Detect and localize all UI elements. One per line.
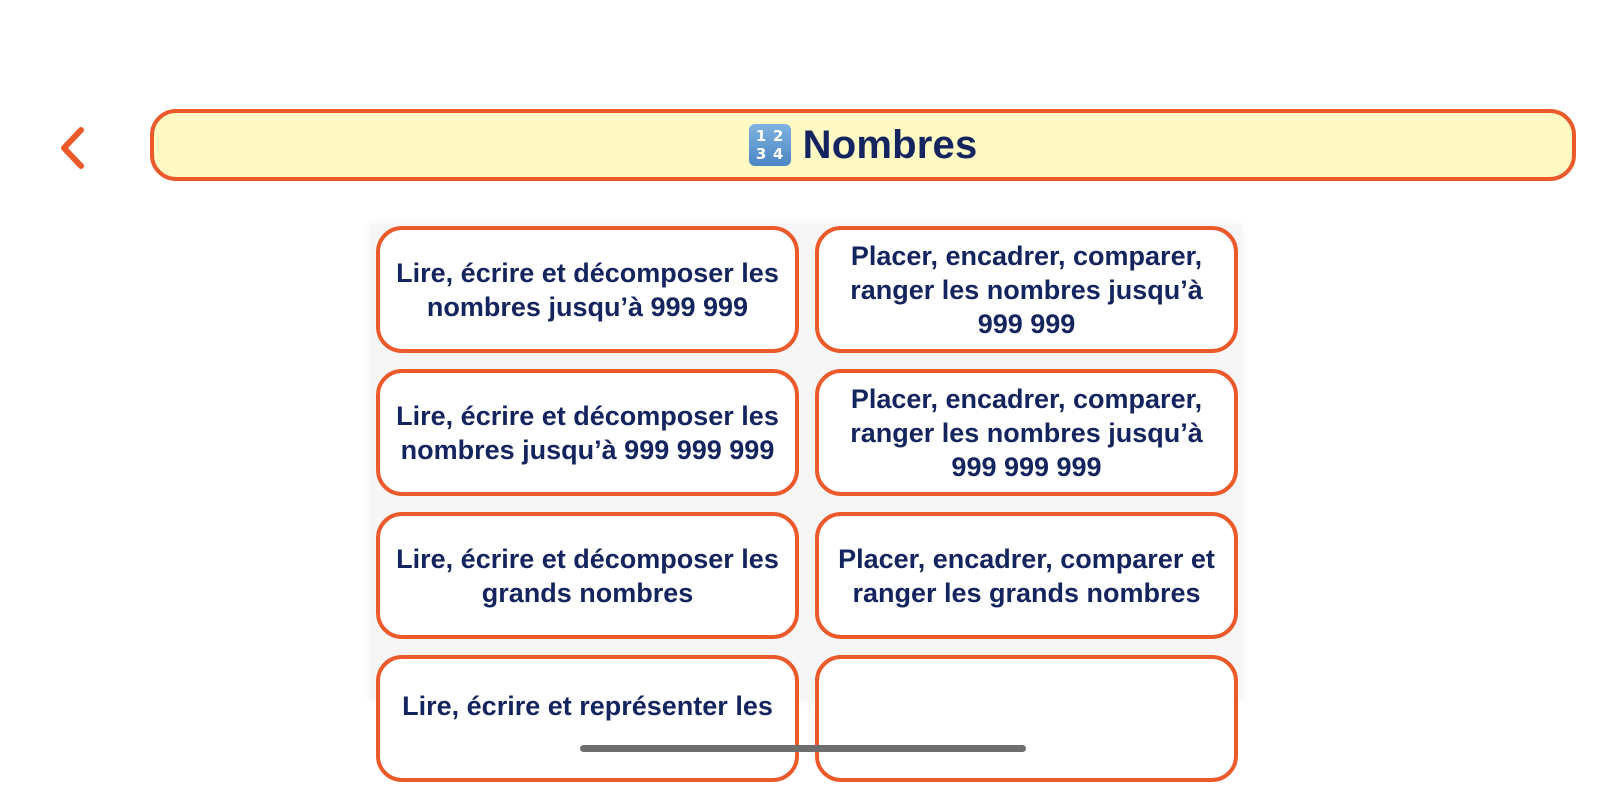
lesson-card-label: Lire, écrire et décomposer les nombres jusqu’à 999 999 999 [396, 400, 779, 465]
lesson-card-label: Placer, encadrer, comparer, ranger les nombres jusqu’à 999 999 999 [850, 383, 1203, 482]
home-indicator[interactable] [580, 745, 1026, 752]
lesson-card-read-write-large-numbers[interactable] [376, 512, 799, 639]
icon-digit: 2 [772, 127, 784, 145]
icon-digit: 1 [755, 127, 767, 145]
lesson-card-label: Lire, écrire et représenter les [402, 691, 773, 721]
lesson-grid [376, 226, 1238, 782]
lesson-card-compare-999999[interactable] [815, 226, 1238, 353]
lesson-card-label: Lire, écrire et décomposer les grands nombres [396, 543, 779, 608]
lesson-card-read-write-999999[interactable] [376, 226, 799, 353]
lesson-card-read-write-represent[interactable] [376, 655, 799, 782]
page-title: Nombres [802, 122, 978, 167]
lesson-card-partial[interactable] [815, 655, 1238, 782]
lesson-card-read-write-999999999[interactable] [376, 369, 799, 496]
input-numbers-icon [749, 124, 791, 166]
chevron-left-icon [57, 126, 87, 170]
icon-digit: 4 [772, 145, 784, 163]
back-button[interactable] [48, 120, 96, 176]
lesson-card-compare-large-numbers[interactable] [815, 512, 1238, 639]
lesson-card-label: Lire, écrire et décomposer les nombres jusqu’à 999 999 [396, 257, 779, 322]
page-title-banner [150, 109, 1576, 181]
lesson-list-panel[interactable] [370, 224, 1242, 721]
icon-digit: 3 [755, 145, 767, 163]
lesson-card-compare-999999999[interactable] [815, 369, 1238, 496]
lesson-card-label: Placer, encadrer, comparer, ranger les nombres jusqu’à 999 999 [850, 240, 1203, 339]
lesson-card-label: Placer, encadrer, comparer et ranger les grands nombres [838, 543, 1215, 608]
